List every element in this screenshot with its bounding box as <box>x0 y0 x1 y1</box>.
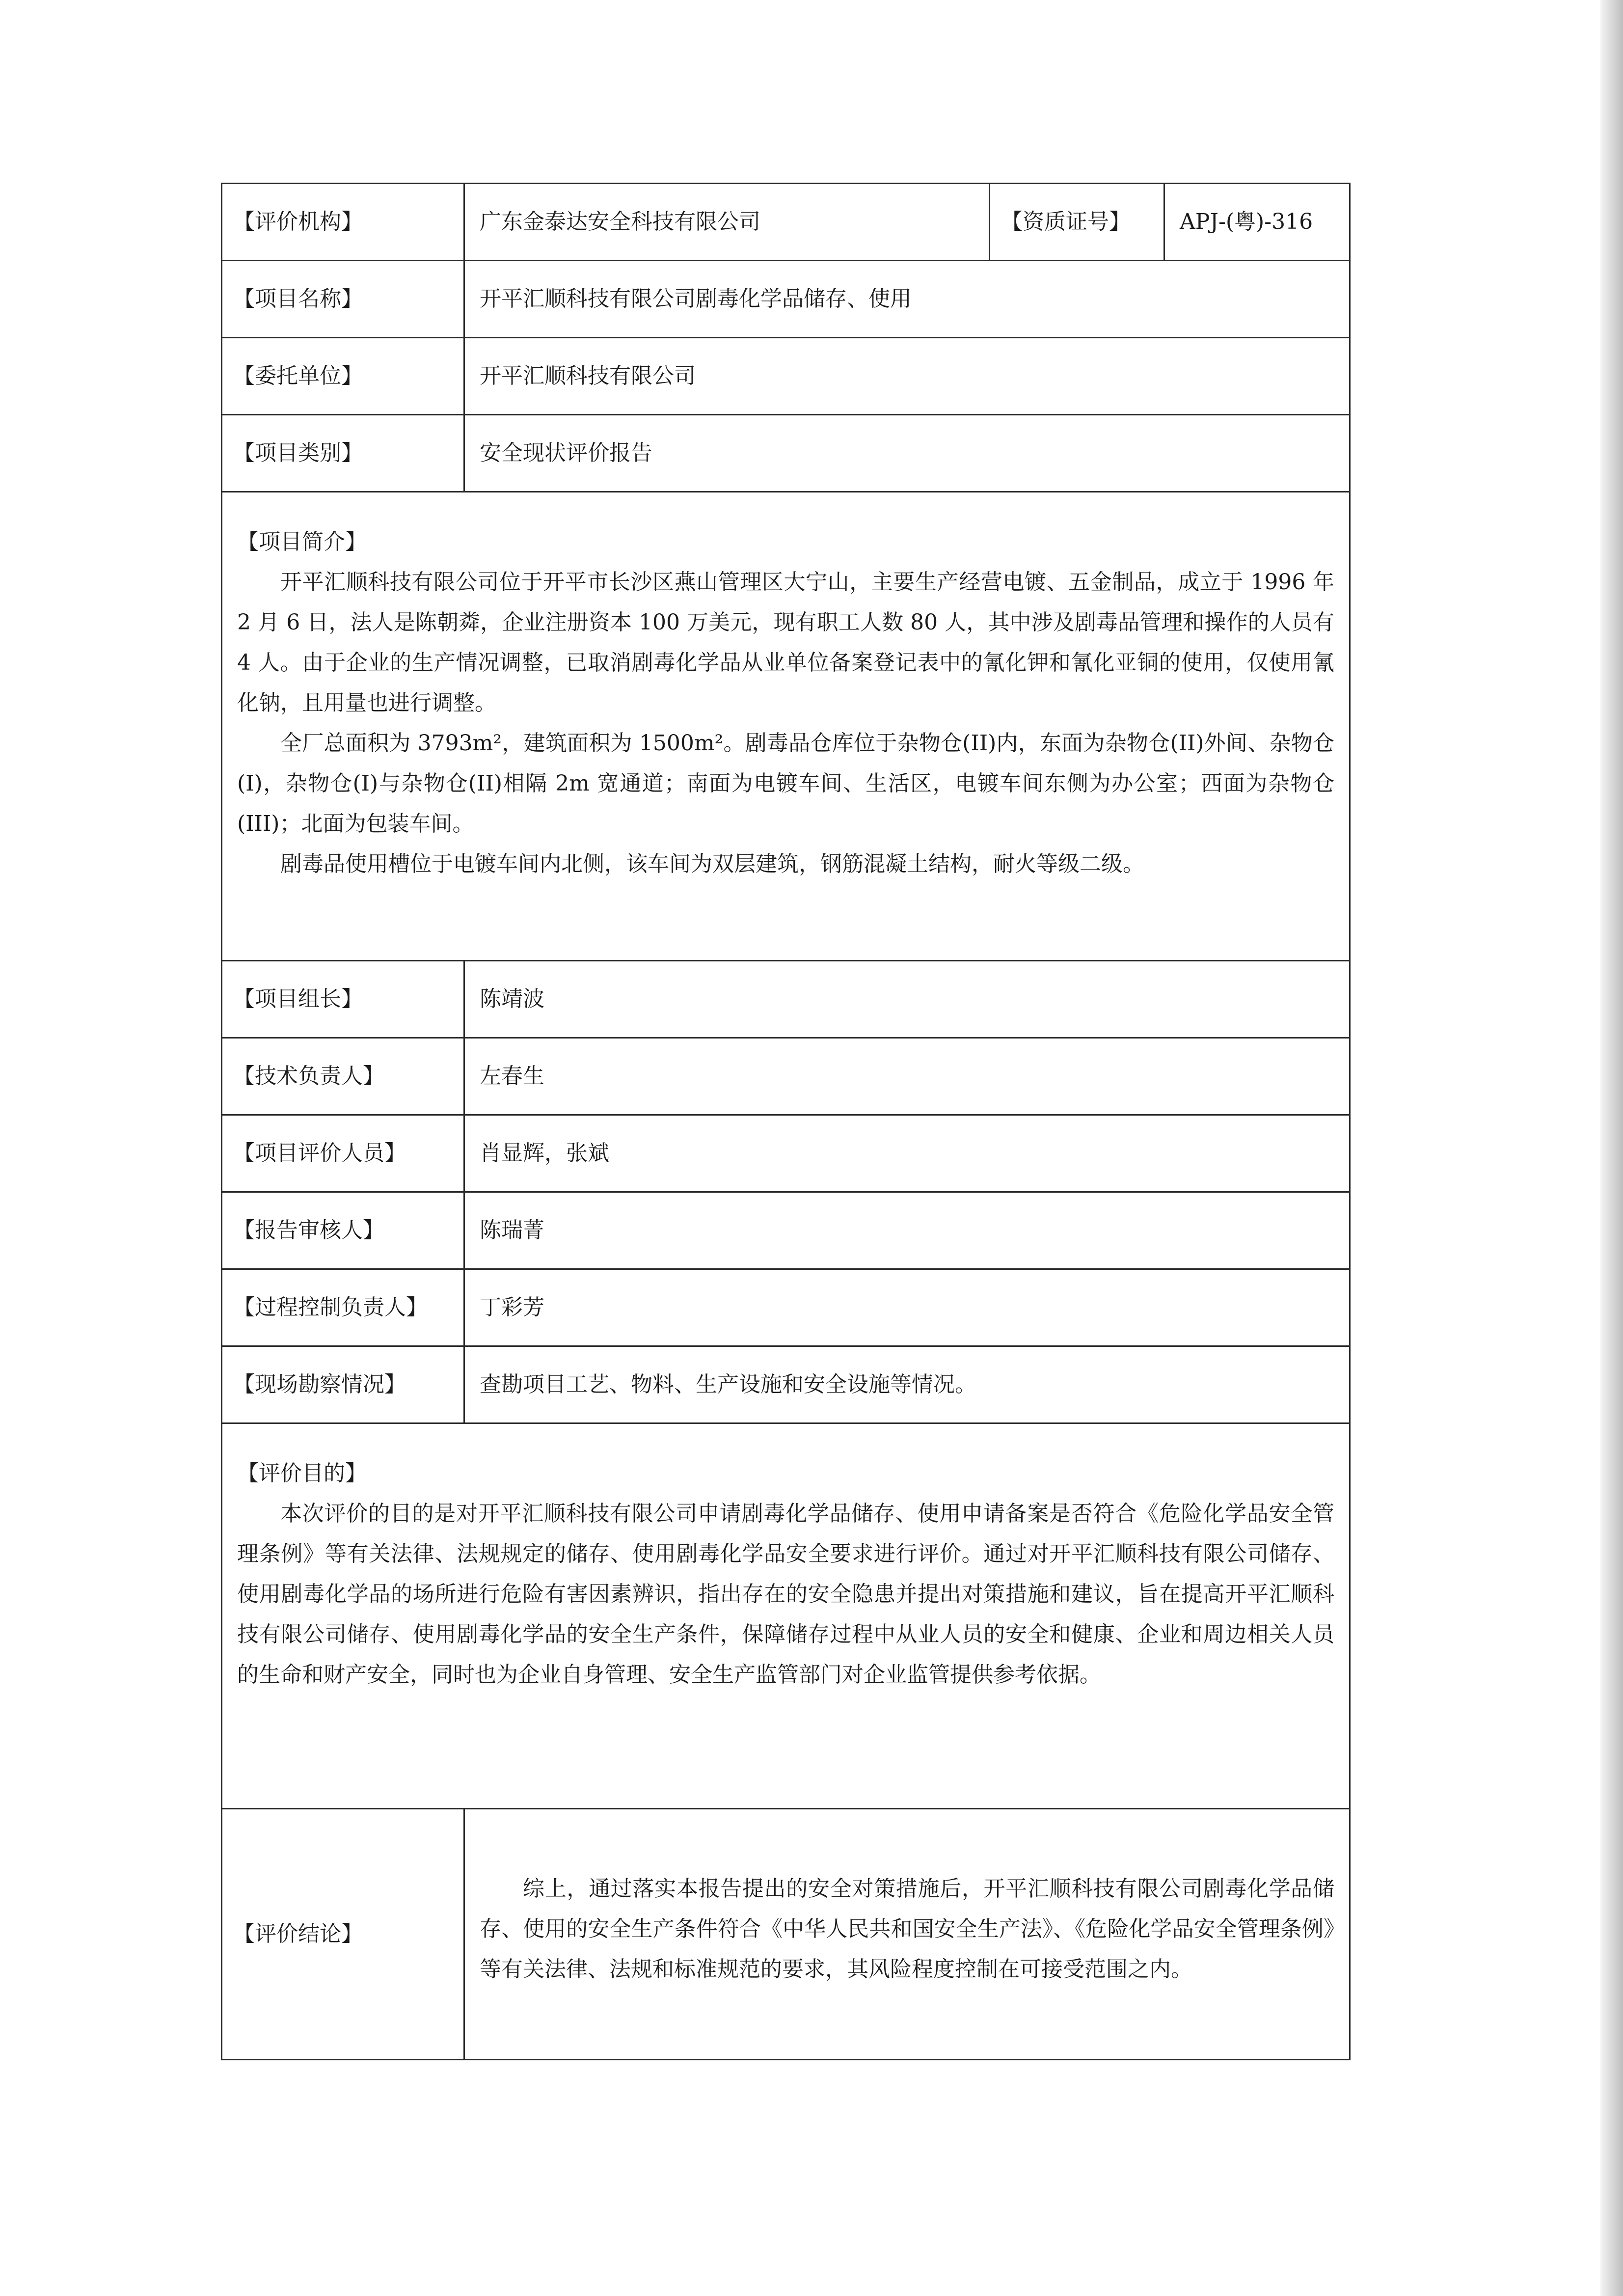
row-client <box>222 338 1350 415</box>
cert-value: APJ-(粤)-316 <box>1164 184 1350 261</box>
row-process-control <box>222 1269 1350 1346</box>
row-project-intro <box>222 492 1350 961</box>
conclusion-value: 综上，通过落实本报告提出的安全对策措施后，开平汇顺科技有限公司剧毒化学品储存、使用的安全生产条件符合《中华人民共和国安全生产法》、《危险化学品安全管理条例》等有关法律、法规和标准规范的要求，其风险程度控制在可接受范围之内。 <box>480 1876 1334 1982</box>
client-value: 开平汇顺科技有限公司 <box>464 338 1350 415</box>
leader-value: 陈靖波 <box>464 961 1350 1038</box>
client-label: 【委托单位】 <box>222 338 464 415</box>
scan-page-edge <box>1600 0 1623 2296</box>
org-label: 【评价机构】 <box>222 184 464 261</box>
conclusion-value-cell <box>464 1809 1350 2060</box>
row-project-name <box>222 261 1350 338</box>
reviewer-label: 【报告审核人】 <box>222 1192 464 1269</box>
evaluation-purpose-paragraph: 本次评价的目的是对开平汇顺科技有限公司申请剧毒化学品储存、使用申请备案是否符合《危险化学品安全管理条例》等有关法律、法规规定的储存、使用剧毒化学品安全要求进行评价。通过对开平汇顺科技有限公司储存、使用剧毒化学品的场所进行危险有害因素辨识，指出存在的安全隐患并提出对策措施和建议，旨在提高开平汇顺科技有限公司储存、使用剧毒化学品的安全生产条件，保障储存过程中从业人员的安全和健康、企业和周边相关人员的生命和财产安全，同时也为企业自身管理、安全生产监管部门对企业监管提供参考依据。 <box>237 1501 1334 1687</box>
category-label: 【项目类别】 <box>222 415 464 492</box>
evaluation-info-table <box>221 183 1351 2060</box>
conclusion-label: 【评价结论】 <box>222 1809 464 2060</box>
project-intro-paragraph: 开平汇顺科技有限公司位于开平市长沙区燕山管理区大宁山，主要生产经营电镀、五金制品，成立于 1996 年 2 月 6 日，法人是陈朝粦，企业注册资本 100 万美元，现有职工人数 80 人，其中涉及剧毒品管理和操作的人员有 4 人。由于企业的生产情况调整，已取消剧毒化学品从业单位备案登记表中的氰化钾和氰化亚铜的使用，仅使用氰化钠，且用量也进行调整。 <box>237 570 1334 715</box>
cert-label: 【资质证号】 <box>990 184 1164 261</box>
evaluators-label: 【项目评价人员】 <box>222 1115 464 1192</box>
row-project-leader <box>222 961 1350 1038</box>
tech-label: 【技术负责人】 <box>222 1038 464 1115</box>
process-value: 丁彩芳 <box>464 1269 1350 1346</box>
project-intro-title: 【项目简介】 <box>237 529 367 554</box>
org-value: 广东金泰达安全科技有限公司 <box>464 184 990 261</box>
row-site-survey <box>222 1346 1350 1423</box>
survey-label: 【现场勘察情况】 <box>222 1346 464 1423</box>
project-name-value: 开平汇顺科技有限公司剧毒化学品储存、使用 <box>464 261 1350 338</box>
row-reviewer <box>222 1192 1350 1269</box>
evaluation-purpose-title: 【评价目的】 <box>237 1461 367 1486</box>
row-evaluators <box>222 1115 1350 1192</box>
row-evaluation-conclusion <box>222 1809 1350 2060</box>
tech-value: 左春生 <box>464 1038 1350 1115</box>
project-intro-paragraph: 全厂总面积为 3793m²，建筑面积为 1500m²。剧毒品仓库位于杂物仓(II)内，东面为杂物仓(II)外间、杂物仓(I)，杂物仓(I)与杂物仓(II)相隔 2m 宽通道；南面为电镀车间、生活区，电镀车间东侧为办公室；西面为杂物仓(III)；北面为包装车间。 <box>237 731 1334 836</box>
evaluators-value: 肖显辉，张斌 <box>464 1115 1350 1192</box>
project-intro-paragraph: 剧毒品使用槽位于电镀车间内北侧，该车间为双层建筑，钢筋混凝土结构，耐火等级二级。 <box>280 851 1144 876</box>
leader-label: 【项目组长】 <box>222 961 464 1038</box>
reviewer-value: 陈瑞菁 <box>464 1192 1350 1269</box>
row-technical-lead <box>222 1038 1350 1115</box>
project-intro-cell <box>222 492 1350 961</box>
category-value: 安全现状评价报告 <box>464 415 1350 492</box>
survey-value: 查勘项目工艺、物料、生产设施和安全设施等情况。 <box>464 1346 1350 1423</box>
process-label: 【过程控制负责人】 <box>222 1269 464 1346</box>
row-category <box>222 415 1350 492</box>
row-evaluation-purpose <box>222 1423 1350 1809</box>
project-name-label: 【项目名称】 <box>222 261 464 338</box>
evaluation-purpose-cell <box>222 1423 1350 1809</box>
row-evaluation-org <box>222 184 1350 261</box>
